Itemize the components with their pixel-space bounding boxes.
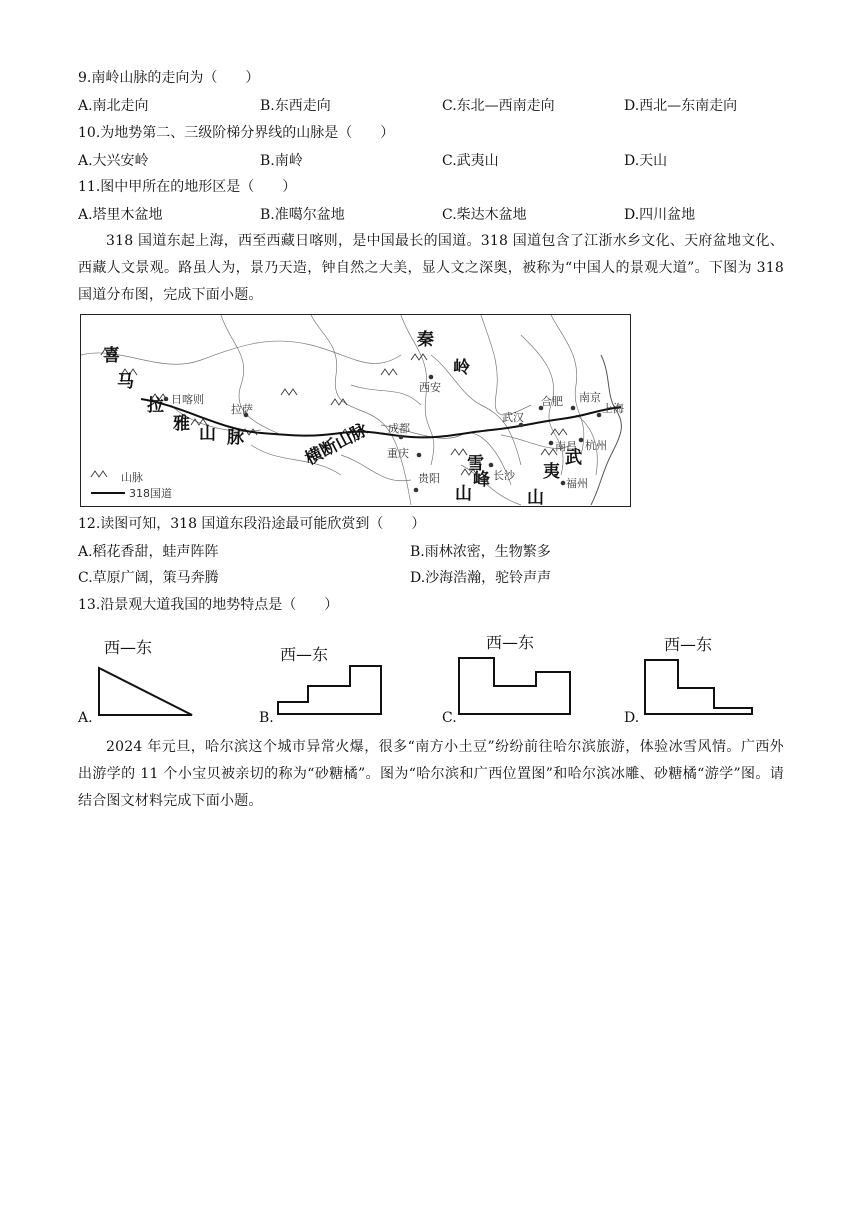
mountain-label: 雅 xyxy=(173,414,190,434)
q9-option-a: A.南北走向 xyxy=(78,98,149,114)
q12-option-b: B.雨林浓密，生物繁多 xyxy=(410,544,551,560)
q13-option-b: B. xyxy=(259,710,274,726)
city-label: 南昌 xyxy=(555,440,577,453)
q13-stem: 13.沿景观大道我国的地势特点是（ ） xyxy=(78,597,339,613)
mountain-label: 夷 xyxy=(543,462,560,482)
city-label: 福州 xyxy=(566,477,588,490)
legend-road-label: 318国道 xyxy=(129,487,172,500)
city-label: 南京 xyxy=(579,391,601,404)
direction-label: 西—东 xyxy=(280,645,329,664)
mountain-label: 山 xyxy=(199,424,216,444)
direction-label: 西—东 xyxy=(104,638,153,657)
q11-option-c: C.柴达木盆地 xyxy=(442,207,527,223)
mountain-label: 岭 xyxy=(453,358,470,378)
city-label: 日喀则 xyxy=(171,393,204,406)
mountain-label: 拉 xyxy=(147,396,164,416)
direction-label: 西—东 xyxy=(664,635,713,654)
q10-option-a: A.大兴安岭 xyxy=(78,153,149,169)
mountain-label: 山 xyxy=(455,484,472,504)
q13-option-c: C. xyxy=(442,710,457,726)
terrain-profile-a xyxy=(96,633,200,718)
mountain-label: 秦 xyxy=(417,330,434,350)
mountain-label: 山 xyxy=(527,488,544,506)
q11-stem: 11.图中甲所在的地形区是（ ） xyxy=(78,179,297,195)
mountain-label: 雪 xyxy=(467,454,484,474)
q11-option-a: A.塔里木盆地 xyxy=(78,207,163,223)
q9-option-b: B.东西走向 xyxy=(260,98,331,114)
terrain-profile-d xyxy=(642,630,758,718)
q11-option-b: B.准噶尔盆地 xyxy=(260,207,345,223)
q10-option-d: D.天山 xyxy=(624,153,668,169)
mountain-label: 横断山脉 xyxy=(301,419,372,470)
terrain-profile-c xyxy=(456,628,576,718)
q13-option-d: D. xyxy=(624,710,640,726)
city-label: 合肥 xyxy=(541,395,563,408)
mountain-label: 马 xyxy=(117,372,134,392)
city-label: 重庆 xyxy=(387,447,409,460)
mountain-label: 喜 xyxy=(103,346,120,366)
city-label: 长沙 xyxy=(493,469,515,482)
mountain-label: 峰 xyxy=(473,470,490,490)
passage-318: 318 国道东起上海，西至西藏日喀则，是中国最长的国道。318 国道包含了江浙水乡文化、天府盆地文化、西藏人文景观。路虽人为，景乃天造，钟自然之大美，显人文之深奥，被称为“中国人的景观大道”。下图为 318 国道分布图，完成下面小题。 xyxy=(78,233,784,303)
mountain-label: 脉 xyxy=(227,428,244,448)
q11-option-d: D.四川盆地 xyxy=(624,207,696,223)
city-label: 拉萨 xyxy=(231,403,253,416)
q10-option-b: B.南岭 xyxy=(260,153,303,169)
q12-option-a: A.稻花香甜，蛙声阵阵 xyxy=(78,544,219,560)
city-label: 武汉 xyxy=(502,411,524,424)
legend-mountain-label: 山脉 xyxy=(121,471,143,484)
q9-option-c: C.东北—西南走向 xyxy=(442,98,555,114)
city-label: 贵阳 xyxy=(418,472,440,485)
q10-option-c: C.武夷山 xyxy=(442,153,499,169)
q13-option-a: A. xyxy=(78,710,93,726)
mountain-label: 武 xyxy=(565,448,582,468)
city-label: 上海 xyxy=(602,402,624,415)
city-label: 杭州 xyxy=(585,439,607,452)
route-318-map xyxy=(80,314,631,507)
q12-stem: 12.读图可知，318 国道东段沿途最可能欣赏到（ ） xyxy=(78,516,426,532)
city-label: 成都 xyxy=(388,422,410,435)
terrain-profile-b xyxy=(276,638,386,718)
q9-option-d: D.西北—东南走向 xyxy=(624,98,738,114)
city-label: 西安 xyxy=(419,381,441,394)
q9-stem: 9.南岭山脉的走向为（ ） xyxy=(78,70,260,86)
q12-option-d: D.沙海浩瀚，驼铃声声 xyxy=(410,570,552,586)
q12-option-c: C.草原广阔，策马奔腾 xyxy=(78,570,219,586)
direction-label: 西—东 xyxy=(486,633,535,652)
passage-harbin: 2024 年元旦，哈尔滨这个城市异常火爆，很多“南方小土豆”纷纷前往哈尔滨旅游，体验冰雪风情。广西外出游学的 11 个小宝贝被亲切的称为“砂糖橘”。图为“哈尔滨和广西位置图”和哈尔滨冰雕、砂糖橘“游学”图。请结合图文材料完成下面小题。 xyxy=(78,739,784,809)
q10-stem: 10.为地势第二、三级阶梯分界线的山脉是（ ） xyxy=(78,125,395,141)
